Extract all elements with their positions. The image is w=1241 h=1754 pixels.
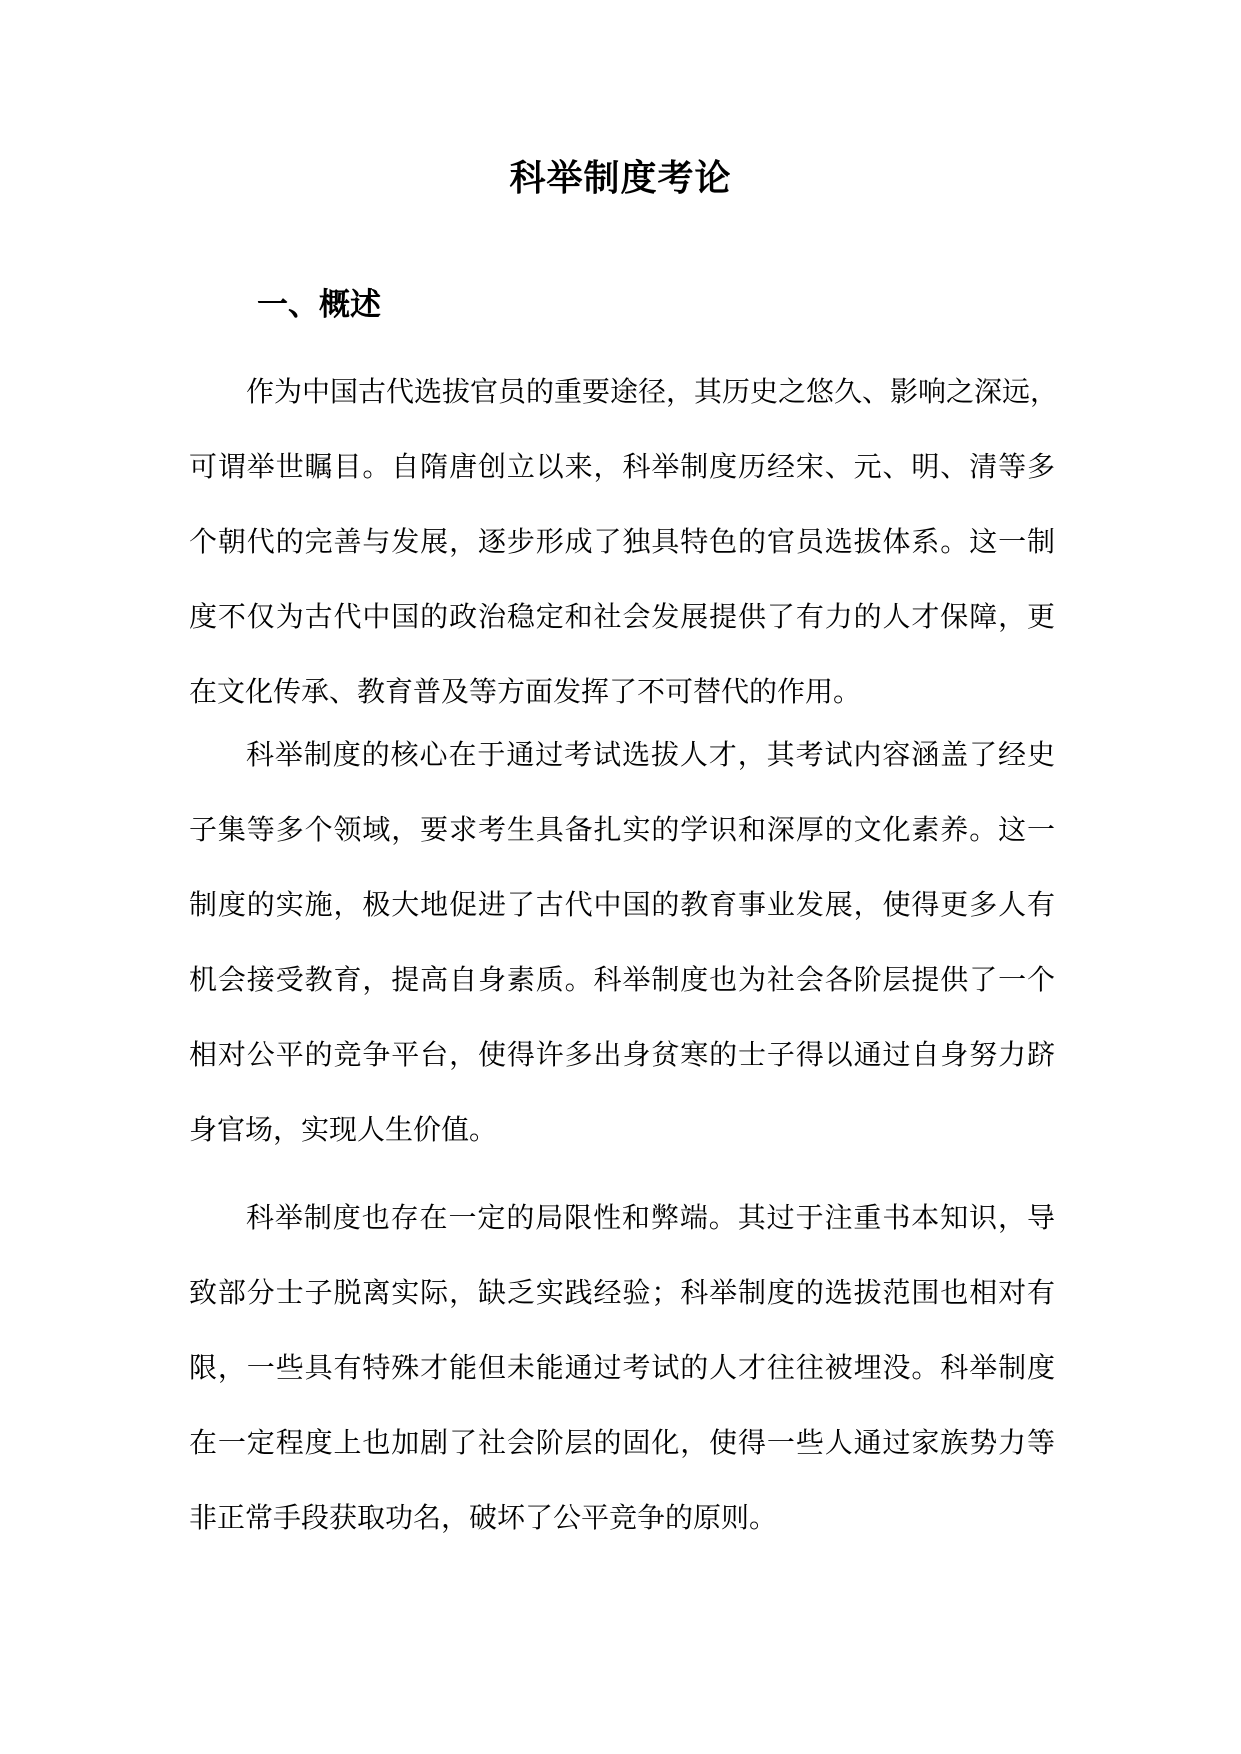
paragraph-line: 科举制度的核心在于通过考试选拔人才，其考试内容涵盖了经史 [246,738,1055,771]
paragraph-line: 机会接受教育，提高自身素质。科举制度也为社会各阶层提供了一个 [189,963,1055,996]
paragraph-line: 致部分士子脱离实际，缺乏实践经验；科举制度的选拔范围也相对有 [189,1276,1055,1309]
paragraph-2 [189,717,1055,1167]
paragraph-line: 度不仅为古代中国的政治稳定和社会发展提供了有力的人才保障，更 [189,600,1055,633]
paragraph-line: 个朝代的完善与发展，逐步形成了独具特色的官员选拔体系。这一制 [189,525,1055,558]
paragraph-3 [189,1180,1055,1555]
paragraph-line: 科举制度也存在一定的局限性和弊端。其过于注重书本知识，导 [246,1201,1055,1234]
paragraph-line: 在一定程度上也加剧了社会阶层的固化，使得一些人通过家族势力等 [189,1426,1055,1459]
section-heading: 一、概述 [257,287,381,323]
document-title: 科举制度考论 [509,157,732,199]
paragraph-line: 可谓举世瞩目。自隋唐创立以来，科举制度历经宋、元、明、清等多 [189,450,1055,483]
paragraph-line: 子集等多个领域，要求考生具备扎实的学识和深厚的文化素养。这一 [189,813,1055,846]
paragraph-line: 非正常手段获取功名，破坏了公平竞争的原则。 [189,1501,778,1534]
paragraph-line: 限，一些具有特殊才能但未能通过考试的人才往往被埋没。科举制度 [189,1351,1055,1384]
paragraph-line: 作为中国古代选拔官员的重要途径，其历史之悠久、影响之深远， [246,375,1059,408]
paragraph-line: 身官场，实现人生价值。 [189,1113,498,1146]
paragraph-line: 在文化传承、教育普及等方面发挥了不可替代的作用。 [189,675,862,708]
paragraph-1 [189,354,1059,729]
paragraph-line: 制度的实施，极大地促进了古代中国的教育事业发展，使得更多人有 [189,888,1055,921]
paragraph-line: 相对公平的竞争平台，使得许多出身贫寒的士子得以通过自身努力跻 [189,1038,1055,1071]
